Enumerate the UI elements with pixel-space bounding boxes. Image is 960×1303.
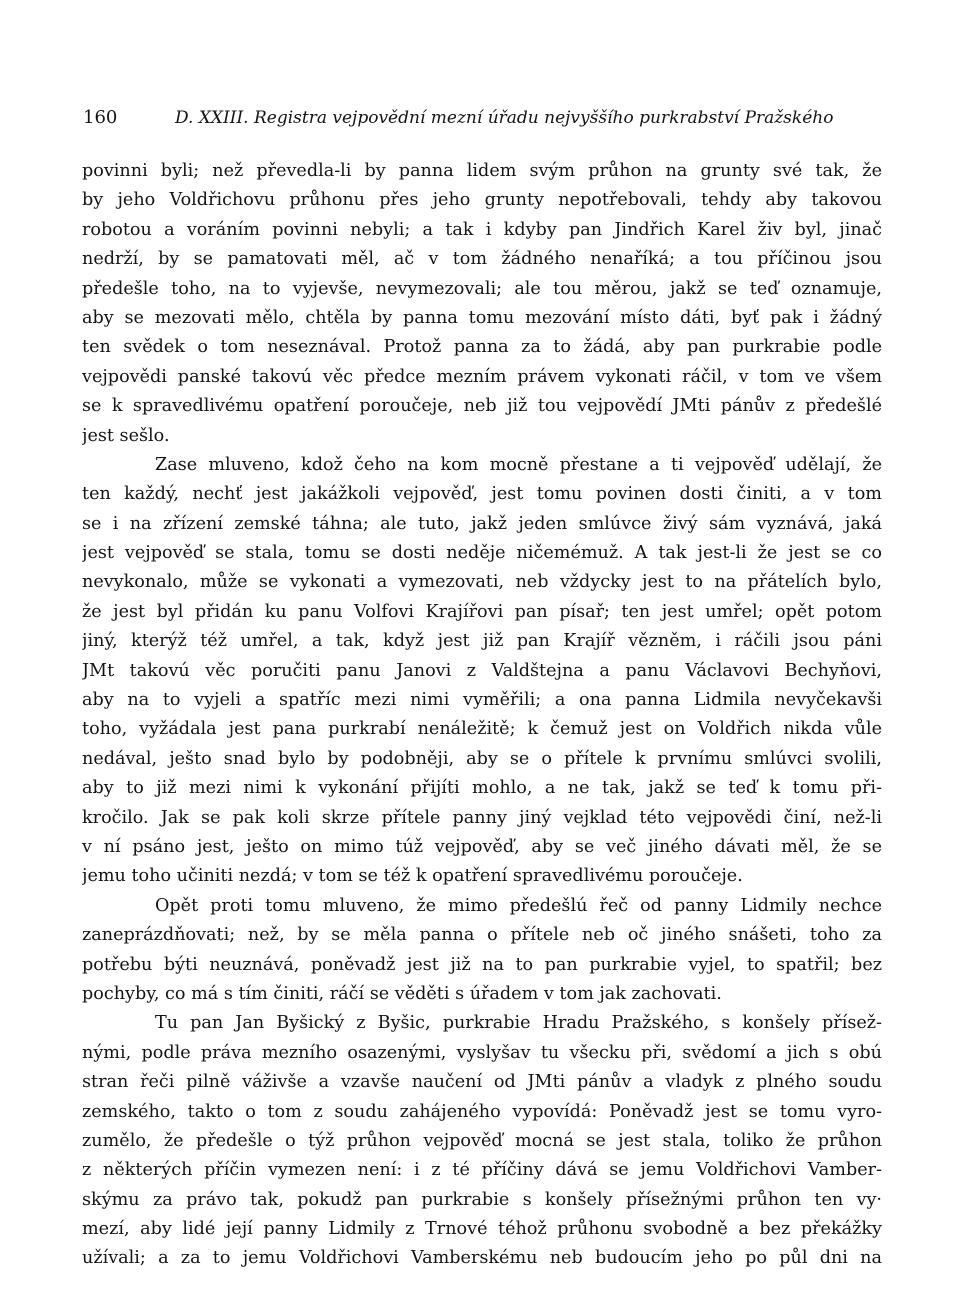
text-line: v ní psáno jest, ješto on mimo túž vejpověď, aby se več jiného dávati měl, že se — [82, 836, 882, 857]
text-line: aby na to vyjeli a spatříc mezi nimi vyměřili; a ona panna Lidmila nevyčekavši — [82, 690, 882, 711]
text-line: stran řeči pilně váživše a vzavše naučení od JMti pánův a vladyk z plného soudu — [82, 1072, 882, 1093]
body-text — [82, 157, 882, 1274]
running-title: D. XXIII. Registra vejpovědní mezní úřadu nejvyššího purkrabství Pražského — [175, 108, 834, 128]
page-number: 160 — [83, 107, 118, 128]
paragraph — [82, 157, 882, 451]
text-line: jiný, kterýž též umřel, a tak, když jest již pan Krajíř vězněm, i ráčili jsou páni — [82, 631, 882, 652]
text-line: že jest byl přidán ku panu Volfovi Krajířovi pan písař; ten jest umřel; opět potom — [82, 601, 882, 622]
text-line: kročilo. Jak se pak koli skrze přítele panny jiný vejklad této vejpovědi činí, než-li — [82, 807, 882, 828]
text-line: nými, podle práva mezního osazenými, vyslyšav tu všecku při, svědomí a jich s obú — [82, 1042, 882, 1063]
text-line: povinni byli; než převedla-li by panna lidem svým průhon na grunty své tak, že — [82, 161, 882, 181]
text-line: Opět proti tomu mluveno, že mimo předešlú řeč od panny Lidmily nechce — [155, 895, 882, 916]
running-header — [83, 103, 883, 133]
text-line: Zase mluveno, kdož čeho na kom mocně přestane a ti vejpověď udělají, že — [155, 454, 882, 475]
text-line: zumělo, že předešle o týž průhon vejpověď mocná se jest stala, toliko že průhon — [82, 1130, 882, 1151]
text-line: ten každý, nechť jest jakážkoli vejpověď, jest tomu povinen dosti činiti, a v tom — [82, 484, 882, 505]
text-line: se k spravedlivému opatření poroučeje, neb již tou vejpovědí JMti pánův z předešlé — [82, 396, 882, 417]
text-line: nevykonalo, může se vykonati a vymezovati, neb vždycky jest to na přátelích bylo, — [82, 572, 882, 593]
text-line: zaneprázdňovati; než, by se měla panna o přítele neb oč jiného snášeti, toho za — [82, 925, 882, 946]
text-line: zemského, takto o tom z soudu zahájeného vypovídá: Poněvadž jest se tomu vyro- — [82, 1101, 882, 1122]
text-line: předešle toho, na to vyjevše, nevymezovali; ale tou měrou, jakž se teď oznamuje, — [82, 278, 882, 299]
text-line: by jeho Voldřichovu průhonu přes jeho grunty nepotřebovali, tehdy aby takovou — [82, 190, 882, 211]
text-line: skýmu za právo tak, pokudž pan purkrabie s konšely přísežnými průhon ten vy· — [82, 1189, 882, 1210]
text-line: Tu pan Jan Byšický z Byšic, purkrabie Hradu Pražského, s konšely přísež- — [155, 1013, 882, 1034]
text-line: toho, vyžádala jest pana purkrabí nenáležitě; k čemuž jest on Voldřich nikda vůle — [82, 719, 882, 740]
text-line: z některých příčin vymezen není: i z té příčiny dává se jemu Voldřichovi Vamber- — [82, 1160, 882, 1181]
text-line: aby to již mezi nimi k vykonání přijíti mohlo, a ne tak, jakž se teď k tomu při- — [82, 778, 882, 799]
text-line: JMt takovú věc poručiti panu Janovi z Valdštejna a panu Václavovi Bechyňovi, — [82, 660, 882, 681]
text-line: se i na zřízení zemské táhna; ale tuto, jakž jeden smlúvce živý sám vyznává, jaká — [82, 513, 882, 534]
text-line: jemu toho učiniti nezdá; v tom se též k opatření spravedlivému poroučeje. — [82, 866, 743, 887]
text-line: pochyby, co má s tím činiti, ráčí se věděti s úřadem v tom jak zachovati. — [82, 983, 722, 1004]
text-line: ten svědek o tom neseznával. Protož panna za to žádá, aby pan purkrabie podle — [82, 337, 882, 358]
text-line: mezí, aby lidé její panny Lidmily z Trnové téhož průhonu svobodně a bez překážky — [82, 1219, 882, 1240]
paragraph — [82, 1009, 882, 1274]
text-line: aby se mezovati mělo, chtěla by panna tomu mezování místo dáti, byť pak i žádný — [82, 307, 882, 328]
text-line: nedrží, by se pamatovati měl, ač v tom žádného nenaříká; a tou příčinou jsou — [82, 249, 882, 270]
text-line: robotou a voráním povinni nebyli; a tak i kdyby pan Jindřich Karel živ byl, jinač — [82, 219, 882, 240]
text-line: vejpovědi panské takovú věc předce mezním právem vykonati ráčil, v tom ve všem — [82, 366, 882, 387]
paragraph — [82, 892, 882, 1010]
paragraph — [82, 451, 882, 892]
text-line: užívali; a za to jemu Voldřichovi Vamberskému neb budoucím jeho po půl dni na — [82, 1248, 882, 1269]
text-line: nedával, ješto snad bylo by podobněji, aby se o přítele k prvnímu smlúvci svolili, — [82, 748, 882, 769]
text-line: jest sešlo. — [82, 425, 170, 446]
text-line: jest vejpověď se stala, tomu se dosti neděje ničemémuž. A tak jest-li že jest se co — [82, 543, 882, 564]
text-line: potřebu býti neuznává, poněvadž jest již na to pan purkrabie vyjel, to spatřil; bez — [82, 954, 882, 975]
